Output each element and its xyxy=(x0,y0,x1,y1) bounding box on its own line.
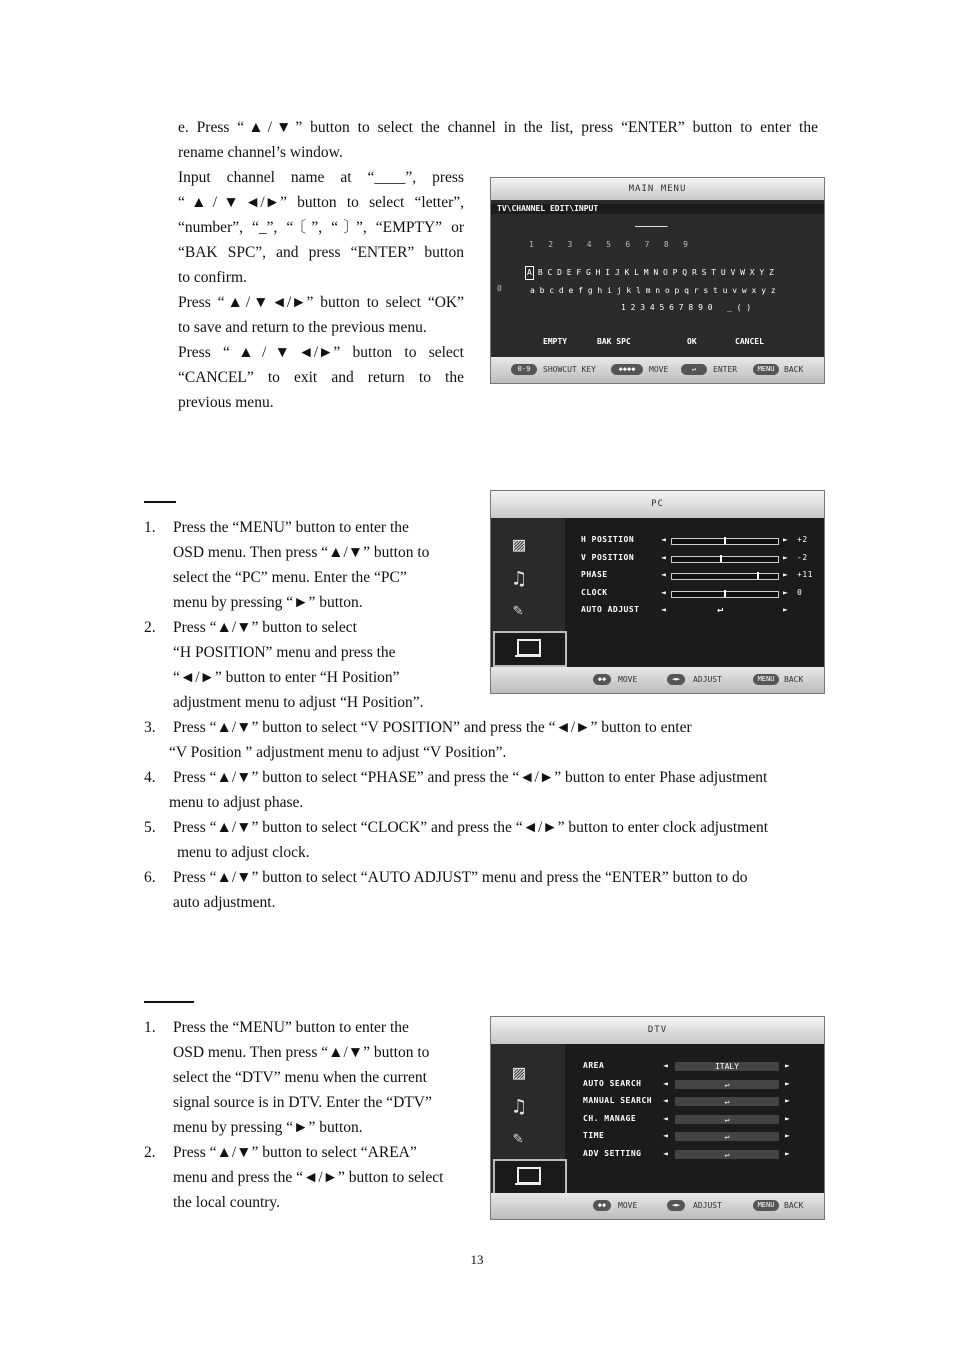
menu-row[interactable] xyxy=(491,1131,824,1145)
list-item-line: Press “▲/▼” button to select “V POSITION” and press the “◄/►” button to enter xyxy=(173,719,692,736)
section-e-line1: e. Press “▲/▼” button to select the channel in the list, press “ENTER” button to enter the xyxy=(178,119,818,136)
menu-row[interactable] xyxy=(491,570,824,584)
row-label: V POSITION xyxy=(581,552,635,562)
bak-spc-button[interactable]: BAK SPC xyxy=(597,337,631,346)
osd-footer xyxy=(491,1193,824,1219)
row-label: ADV SETTING xyxy=(583,1148,642,1158)
left-arrow-icon[interactable]: ◄ xyxy=(661,605,666,614)
footer-label-adjust: ADJUST xyxy=(693,675,722,684)
list-item-line: Press “▲/▼” button to select xyxy=(173,619,357,636)
list-number: 4. xyxy=(144,769,156,786)
enter-icon[interactable]: ↵ xyxy=(717,604,724,615)
list-item-line: signal source is in DTV. Enter the “DTV” xyxy=(173,1094,432,1111)
right-arrow-icon[interactable]: ► xyxy=(783,535,788,544)
osd-footer xyxy=(491,357,824,383)
list-item-line: menu and press the “◄/►” button to select xyxy=(173,1169,444,1186)
menu-row[interactable] xyxy=(491,1114,824,1128)
menu-row[interactable] xyxy=(491,1096,824,1110)
list-item-line: adjustment menu to adjust “H Position”. xyxy=(173,694,424,711)
channel-name-field[interactable]: ______ xyxy=(635,218,668,228)
row-label: PHASE xyxy=(581,570,608,579)
instruction-line: Press “▲/▼◄/►” button to select xyxy=(178,344,464,361)
footer-label-back: BACK xyxy=(784,675,804,684)
slider-knob[interactable] xyxy=(757,572,759,579)
osd-title: MAIN MENU xyxy=(491,178,824,200)
row-value: -2 xyxy=(797,552,808,562)
right-arrow-icon[interactable]: ► xyxy=(785,1061,790,1070)
left-arrow-icon[interactable]: ◄ xyxy=(661,535,666,544)
list-item-line: select the “PC” menu. Enter the “PC” xyxy=(173,569,407,586)
instruction-line: to save and return to the previous menu. xyxy=(178,319,427,336)
page-number: 13 xyxy=(470,1252,484,1267)
right-arrow-icon[interactable]: ► xyxy=(783,587,788,597)
right-arrow-icon[interactable]: ► xyxy=(783,605,788,614)
list-item-line: OSD menu. Then press “▲/▼” button to xyxy=(173,544,430,561)
list-item-line: Press “▲/▼” button to select “AUTO ADJUST” menu and press the “ENTER” button to do xyxy=(173,869,748,886)
picture-icon[interactable]: ▨ xyxy=(513,532,526,556)
slider-knob[interactable] xyxy=(720,555,722,562)
list-number: 2. xyxy=(144,1144,156,1161)
music-icon[interactable]: ♫ xyxy=(513,566,526,590)
right-arrow-icon[interactable]: ► xyxy=(783,552,788,562)
enter-icon[interactable]: ↵ xyxy=(675,1132,779,1141)
list-item-line: Press “▲/▼” button to select “CLOCK” and press the “◄/►” button to enter clock adjustment xyxy=(173,819,769,836)
menu-row[interactable] xyxy=(491,1061,824,1075)
row-label: MANUAL SEARCH xyxy=(583,1096,653,1105)
osd-dtv-screen xyxy=(490,1016,825,1220)
digit-key-icon: 0-9 xyxy=(511,364,537,375)
right-arrow-icon[interactable]: ► xyxy=(785,1131,790,1140)
dtv-icon-selected[interactable] xyxy=(493,1159,567,1195)
footer-label-move: MOVE xyxy=(618,675,638,684)
menu-row[interactable] xyxy=(491,588,824,602)
list-number: 5. xyxy=(144,819,156,836)
list-number: 1. xyxy=(144,1019,156,1036)
area-value[interactable]: ITALY xyxy=(675,1062,779,1071)
list-item-line: Press the “MENU” button to enter the xyxy=(173,519,409,536)
slider-bar[interactable] xyxy=(671,538,779,545)
list-item-line: Press “▲/▼” button to select “PHASE” and press the “◄/►” button to enter Phase adjustment xyxy=(173,769,768,786)
right-arrow-icon[interactable]: ► xyxy=(783,570,788,579)
right-arrow-icon[interactable]: ► xyxy=(785,1148,790,1158)
enter-key-icon: ↵ xyxy=(681,364,707,375)
enter-icon[interactable]: ↵ xyxy=(675,1080,779,1089)
menu-row[interactable] xyxy=(491,535,824,549)
list-item-line: “V Position ” adjustment menu to adjust “V Position”. xyxy=(169,744,507,761)
music-icon[interactable]: ♫ xyxy=(513,1094,526,1118)
instruction-line: “BAK SPC”, and press “ENTER” button xyxy=(178,244,464,261)
menu-row[interactable] xyxy=(491,1079,824,1093)
menu-key-icon: MENU xyxy=(753,364,779,375)
left-arrow-icon[interactable]: ◄ xyxy=(663,1096,668,1105)
slider-knob[interactable] xyxy=(724,537,726,544)
move-arrows-icon: ◆◆ xyxy=(593,1200,611,1211)
enter-icon[interactable]: ↵ xyxy=(675,1150,779,1159)
list-item-line: “◄/►” button to enter “H Position” xyxy=(173,669,400,686)
ok-button[interactable]: OK xyxy=(687,337,697,346)
setup-icon[interactable]: ✎ xyxy=(513,1128,523,1147)
menu-row[interactable] xyxy=(491,553,824,567)
list-item-line: Press “▲/▼” button to select “AREA” xyxy=(173,1144,417,1161)
pc-icon-selected[interactable] xyxy=(493,631,567,667)
footer-label-back: BACK xyxy=(784,365,804,374)
section-rule-dtv xyxy=(144,1001,194,1003)
move-arrows-icon: ◆◆◆◆ xyxy=(611,364,643,375)
enter-icon[interactable]: ↵ xyxy=(675,1097,779,1106)
list-item-line: the local country. xyxy=(173,1194,281,1211)
adjust-arrows-icon: ◄► xyxy=(667,674,685,685)
left-arrow-icon[interactable]: ◄ xyxy=(663,1148,668,1158)
adjust-arrows-icon: ◄► xyxy=(667,1200,685,1211)
picture-icon[interactable]: ▨ xyxy=(513,1060,526,1084)
instruction-line: Press “▲/▼◄/►” button to select “OK” xyxy=(178,294,464,311)
list-number: 6. xyxy=(144,869,156,886)
row-value: +2 xyxy=(797,535,808,544)
list-item-line: menu by pressing “►” button. xyxy=(173,1119,363,1136)
menu-row[interactable] xyxy=(491,605,824,619)
row-label: AREA xyxy=(583,1061,605,1070)
slider-bar[interactable] xyxy=(671,556,779,563)
empty-button[interactable]: EMPTY xyxy=(543,337,568,346)
number-row: 1 2 3 4 5 6 7 8 9 xyxy=(529,240,688,249)
left-arrow-icon[interactable]: ◄ xyxy=(663,1078,668,1088)
list-item-line: menu to adjust phase. xyxy=(169,794,304,811)
row-label: CLOCK xyxy=(581,587,608,597)
row-label: H POSITION xyxy=(581,535,635,544)
move-arrows-icon: ◆◆ xyxy=(593,674,611,685)
left-arrow-icon[interactable]: ◄ xyxy=(663,1131,668,1140)
list-item-line: menu by pressing “►” button. xyxy=(173,594,363,611)
row-label: AUTO ADJUST xyxy=(581,605,640,614)
enter-icon[interactable]: ↵ xyxy=(675,1115,779,1124)
row-label: AUTO SEARCH xyxy=(583,1078,642,1088)
left-arrow-icon[interactable]: ◄ xyxy=(663,1113,668,1123)
footer-label-enter: ENTER xyxy=(713,365,738,374)
right-arrow-icon[interactable]: ► xyxy=(785,1078,790,1088)
row-value: 0 xyxy=(797,587,803,597)
list-item-line: OSD menu. Then press “▲/▼” button to xyxy=(173,1044,430,1061)
osd-title: DTV xyxy=(491,1017,824,1044)
left-arrow-icon[interactable]: ◄ xyxy=(661,587,666,597)
menu-key-icon: MENU xyxy=(753,1200,779,1211)
instruction-line: “▲/▼◄/►” button to select “letter”, xyxy=(178,194,464,211)
left-arrow-icon[interactable]: ◄ xyxy=(663,1061,668,1070)
slider-knob[interactable] xyxy=(724,590,726,597)
section-rule-pc xyxy=(144,501,176,503)
row-label: CH. MANAGE xyxy=(583,1113,637,1123)
row-value: +11 xyxy=(797,570,813,579)
footer-label-move: MOVE xyxy=(618,1201,638,1210)
list-item-line: auto adjustment. xyxy=(173,894,276,911)
osd-title: PC xyxy=(491,491,824,518)
footer-label-move: MOVE xyxy=(649,365,669,374)
left-marker: 0 xyxy=(497,284,502,293)
list-item-line: select the “DTV” menu when the current xyxy=(173,1069,427,1086)
menu-key-icon: MENU xyxy=(753,674,779,685)
list-item-line: “H POSITION” menu and press the xyxy=(173,644,396,661)
menu-row[interactable] xyxy=(491,1149,824,1163)
setup-icon[interactable]: ✎ xyxy=(513,600,523,619)
list-item-line: Press the “MENU” button to enter the xyxy=(173,1019,409,1036)
row-label: TIME xyxy=(583,1131,605,1140)
uppercase-keys[interactable]: B C D E F G H I J K L M N O P Q R S T U V W X Y Z xyxy=(533,268,774,277)
instruction-line: to confirm. xyxy=(178,269,247,286)
digit-keys[interactable]: 1 2 3 4 5 6 7 8 9 0 _ ( ) xyxy=(621,303,752,312)
instruction-line: “number”, “_”, “〔”, “〕”, “EMPTY” or xyxy=(178,219,464,236)
left-arrow-icon[interactable]: ◄ xyxy=(661,570,666,579)
left-arrow-icon[interactable]: ◄ xyxy=(661,552,666,562)
footer-label-adjust: ADJUST xyxy=(693,1201,722,1210)
cancel-button[interactable]: CANCEL xyxy=(735,337,764,346)
list-number: 3. xyxy=(144,719,156,736)
list-item-line: menu to adjust clock. xyxy=(177,844,310,861)
osd-path: TV\CHANNEL EDIT\INPUT xyxy=(497,204,599,213)
osd-footer xyxy=(491,667,824,693)
footer-label-shortcut: SHOWCUT KEY xyxy=(543,365,596,374)
section-e-line2: rename channel’s window. xyxy=(178,144,343,161)
slider-bar[interactable] xyxy=(671,573,779,580)
instruction-line: previous menu. xyxy=(178,394,274,411)
list-number: 2. xyxy=(144,619,156,636)
instruction-line: Input channel name at “____”, press xyxy=(178,169,464,186)
footer-label-back: BACK xyxy=(784,1201,804,1210)
right-arrow-icon[interactable]: ► xyxy=(785,1096,790,1105)
list-number: 1. xyxy=(144,519,156,536)
lowercase-keys[interactable]: a b c d e f g h i j k l m n o p q r s t u v w x y z xyxy=(530,286,776,295)
osd-pc-screen xyxy=(490,490,825,694)
slider-bar[interactable] xyxy=(671,591,779,598)
osd-channel-input-screen xyxy=(490,177,825,384)
right-arrow-icon[interactable]: ► xyxy=(785,1113,790,1123)
key-A-selected[interactable]: A xyxy=(525,266,534,280)
instruction-line: “CANCEL” to exit and return to the xyxy=(178,369,464,386)
